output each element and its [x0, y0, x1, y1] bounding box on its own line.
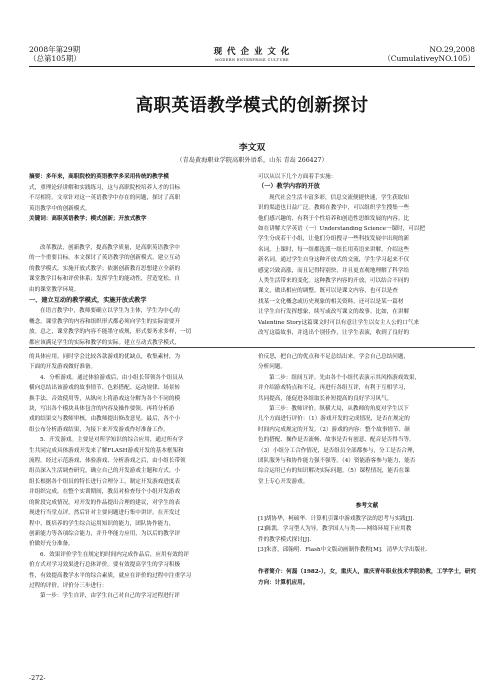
- body-line: 人类生活带来的变化。这种教学内容的开放，可以结合不同的: [258, 278, 410, 285]
- body-line: 学生分成若干小组，让他们分组搜寻一些科技发展中出现的新: [258, 236, 410, 243]
- body-line: 换手法、音效使用等，从纵向上将游戏这分解为各个不同的模: [29, 395, 181, 402]
- body-line: 流程。经过示范游戏、体验游戏、分析游戏之后，由小组长带领: [29, 458, 186, 465]
- body-line: 现进行当堂点评，然后针对主要问题进行集中讲评。在开发过: [29, 510, 181, 517]
- body-line: 堂上专心开发游戏。: [258, 478, 309, 485]
- body-line: 名词。上课时，每一组都选派一组长用英语来讲解，介绍这些: [258, 246, 410, 253]
- issue-number: [383, 45, 475, 63]
- body-line: 新名词。通过学生自身这种开放式的交流，学生学习起来不仅: [258, 257, 410, 264]
- body-line: 组员深入生活调查研究，确立自己的开发游戏主题和方式。小: [29, 468, 181, 475]
- body-line: 下面的开发游戏做好准备。: [29, 364, 97, 371]
- body-line: 价反思，把自己的优点和不足总结出来，学会自己总结问题，: [258, 354, 410, 360]
- body-line: 找某一文化概念或历史现象的相关资料，还可以是某一篇材: [258, 298, 404, 305]
- issue-no: NO.29,2008: [429, 45, 475, 54]
- body-line: 价方式对学习效果进行总体评价。要有效提高学生的学习积极: [29, 562, 181, 569]
- body-line: 生共同完成具体游戏开发来了解FLASH游戏开发的基本框架和: [29, 447, 184, 454]
- body-line: 并介绍游戏特点和不足，再进行各组互评，有利于互相学习，: [258, 385, 410, 392]
- article-author: 李文双: [238, 143, 266, 153]
- abstract-line: 不尽相符。文章针对这一英语教学中存在的问题，探讨了高职: [29, 195, 181, 202]
- keywords: 关键词：高职英语教学；模式创新；开放式教学: [29, 216, 147, 223]
- left-column-top: [29, 243, 242, 348]
- intro-line: 课堂教学目标和评价体系；发挥学生的能动性，营造宽松、自: [29, 276, 181, 283]
- body-line: 都应该满足学生的实际和教学的实际。建立互动式教学模式，: [29, 339, 181, 346]
- abstract-line: 摘要：多年来，高职院校的英语教学多采用传统的教学模: [29, 174, 169, 180]
- body-line: 如在讲解大学英语（一）Understanding Science一课时，可以把: [258, 226, 426, 233]
- body-line: 综合运用已有的知识解决实际问题。（5）课程情况，能否在课: [258, 468, 410, 475]
- body-line: 性，有效提高教学水平的综合素质，就应在评价的过程中注重学习: [29, 572, 192, 579]
- body-line: 程中，既培养的学生综合运用知识的能力，团队协作能力，: [29, 520, 175, 527]
- right-column-bottom: [258, 352, 476, 588]
- subsection-heading: （一）教学内容的开放: [258, 183, 320, 191]
- references-title: 参考文献: [355, 503, 379, 510]
- body-line: 第二步：组间互评。先由各个小组代表演示其风格游戏效果，: [269, 374, 421, 381]
- body-line: 创新能力等各项综合能力，并升华能力应用，为以后的教学评: [29, 530, 181, 537]
- left-column-bottom: [29, 352, 242, 602]
- body-line: 他们感兴趣的、有利于个性培养和创造性思维发展的内容。比: [258, 215, 410, 222]
- issue-total: （总第105期）: [29, 54, 81, 63]
- body-line: 现代社会生活丰富多彩，信息交流便捷快速，学生获取知: [269, 194, 409, 201]
- abstract-line: 英语教学中的创新模式。: [29, 205, 91, 212]
- section-divider: [29, 347, 475, 348]
- body-line: 价做好充分准备。: [29, 541, 74, 548]
- journal-cn: 现 代 企 业 文 化: [213, 47, 291, 57]
- section-heading: 一、建立互动的教学模式，实施开放式教学: [29, 297, 147, 305]
- body-line: 几个方面进行评价：（1）游戏开发的完成情况，是否在规定的: [258, 416, 410, 423]
- body-line: 5．开发游戏。主要是对所学知识的综合应用，通过所有学: [40, 437, 184, 444]
- body-line: 4．分析游戏。通过体验游戏后，由小组长带领各个组员从: [40, 374, 184, 381]
- body-line: 课文，做出相应的调整。既可以是课文内容，也可以是查: [258, 288, 398, 295]
- body-line: 概念。课堂教学的内容和组织形式都必须向学生的实际需要开: [29, 318, 181, 325]
- article-affiliation: （青岛黄海职业学院高职外语系，山东 青岛 266427）: [176, 157, 328, 164]
- body-line: 6．效果评价学生在规定的时间内完成作品后，应用有效的评: [40, 551, 189, 558]
- body-line: 放。总之，课堂教学的内容不能墨守成规，形式要务求多样，一切: [29, 329, 192, 336]
- body-line: 改写这篇故事，并选出个别佳作，让学生表演，收到了良好的: [258, 330, 410, 337]
- abstract-line: 式，重理论轻讲解和实践练习，这与高职院校培养人才的目标: [29, 184, 181, 191]
- reference-item: [2]陈凯．学习型人为导。教学国人与类——网络环境下应用教: [258, 526, 412, 533]
- body-line: 时间内完成规定的开发。（2）游戏的内容：整个故事情节、颜: [258, 426, 410, 433]
- body-line: 识的渠道也日益广泛。教师在教学中，可以组织学生搜集一些: [258, 205, 410, 212]
- body-line: 组公布分析游戏结果，为接下来开发游戏作好准备工作。: [29, 426, 169, 433]
- right-column-top: [258, 172, 476, 339]
- journal-en: MODERN ENTERPRISE CULTURE: [214, 58, 289, 62]
- reference-item: [3]朱喜，邱翰明．Flash中文版动画制作教程[M]．清华大学出版社．: [258, 546, 432, 553]
- author-bio: 作者简介：何磊（1982-），女，重庆人，重庆青年职业技术学院助教，工学学士，研究方向：计算机应用。: [258, 569, 476, 586]
- body-line: 分析问题。: [258, 364, 286, 371]
- body-line: 可以从以下几个方面着手实施：: [258, 174, 337, 180]
- body-line: Valentine Story这篇课文时可以有意让学生以女主人公的口气来: [258, 319, 420, 326]
- body-line: 第三步：教师评价。纵横大局，从教师的角度对学生以下: [269, 406, 409, 413]
- body-line: 色的搭配、操作是否流畅、故事是否有创意、配音是否得当等。: [258, 437, 415, 444]
- body-line: 让学生自行发挥想象，续写或改写课文的故事。比如，在讲解: [258, 309, 410, 316]
- body-line: 并组织完成。在整个实训期间，教员对检查每个小组开发游戏: [29, 489, 181, 496]
- intro-line: 的教学模式，实施开放式教学；依据创新教育思想建立全新的: [29, 265, 181, 272]
- intro-line: 的一个重要目标。本文探讨了英语教学的创新模式，建立互动: [29, 255, 181, 262]
- reference-item: [1]胡协华，柯硕华．计算机引课中游戏教学法的思考与实践[J]．: [258, 515, 418, 522]
- issue-cn: 2008年第29期: [29, 45, 81, 54]
- body-line: 的具体应用。同时学会比较各款游戏的优缺点，收集素材，为: [29, 354, 181, 360]
- body-line: 在语言教学中，教师要确立以学生为主体，学生为中心的: [40, 308, 180, 315]
- intro-line: 改革教法，创新教学，提高教学质量，是高职英语教学中: [40, 245, 180, 251]
- body-line: 第一步：学生自评，由学生自己对自己的学习过程进行评: [40, 593, 180, 600]
- body-line: （3）小组分工合作情况，是否组员全部都参与，分工是否合理，: [258, 447, 419, 454]
- body-line: 感觉兴致高涨，而且记得特别快，并且更直观地理解了科学给: [258, 267, 410, 274]
- header-rule: [29, 66, 475, 67]
- article-title: 高职英语教学模式的创新探讨: [135, 96, 369, 116]
- issue-cumulative: （CumulativeyNO.105）: [383, 54, 475, 63]
- body-line: 团队服务与和协作能力强不强等。（4）资能游客参与能力，能否: [258, 458, 416, 465]
- body-line: 戏的结果交与教师审核，由教师提出修改意见。最后，各个小: [29, 416, 181, 423]
- body-line: 横向总结出该游戏的故事情节、色彩搭配、运动规律、场景转: [29, 385, 181, 392]
- page-number: -272-: [29, 674, 46, 682]
- body-line: 组长根据各个组员的特长进行合理分工，制定开发游戏进度表: [29, 478, 181, 485]
- body-line: 过程的评价，评价分三步进行：: [29, 582, 108, 589]
- abstract: [29, 172, 242, 225]
- body-line: 的阶段完成情况，对开发的作品提出合理的建议，对学生的表: [29, 499, 181, 506]
- body-line: 共同提高，能促进各组取长补短提高的良好学习风气。: [258, 395, 393, 402]
- reference-item: 件的教学模式探讨[J]．: [258, 536, 315, 543]
- intro-line: 由的课堂教学环境。: [29, 286, 80, 293]
- body-line: 块，写出各个模块具体包含的内容及操作要领。再将分析游: [29, 406, 175, 413]
